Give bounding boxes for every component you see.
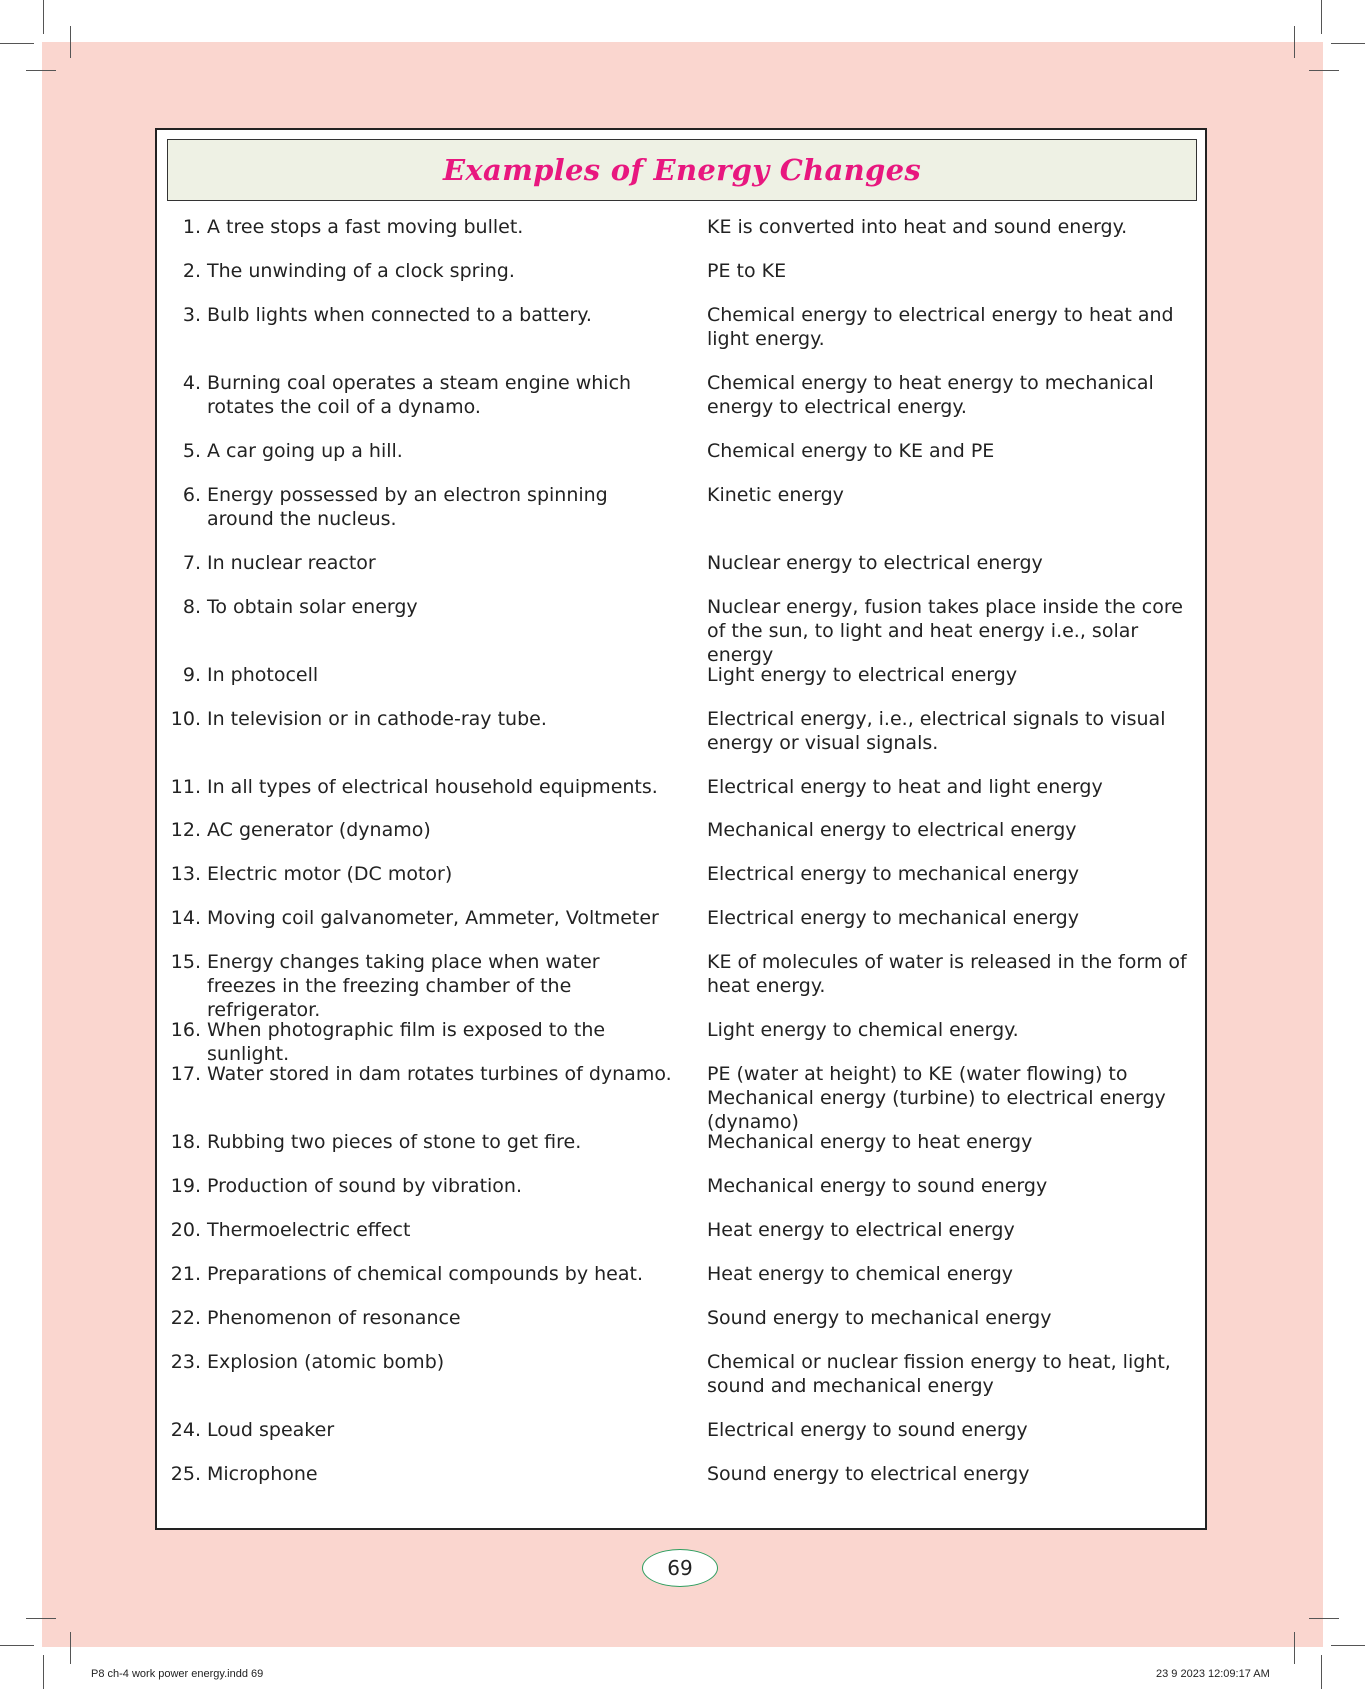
- item-situation: Moving coil galvanometer, Ammeter, Voltmeter: [207, 907, 659, 929]
- crop-mark: [1331, 1645, 1365, 1646]
- item-number: 17.: [170, 1063, 201, 1085]
- crop-mark: [43, 0, 44, 34]
- crop-mark: [1294, 1632, 1295, 1664]
- item-number: 14.: [170, 907, 201, 929]
- item-number: 19.: [170, 1175, 201, 1197]
- item-number: 1.: [182, 216, 201, 238]
- item-number: 21.: [170, 1263, 201, 1285]
- item-number: 20.: [170, 1219, 201, 1241]
- crop-mark: [70, 26, 71, 58]
- item-number: 4.: [182, 372, 201, 394]
- item-number: 7.: [182, 552, 201, 574]
- item-energy-change: KE is converted into heat and sound energy.: [707, 216, 1128, 238]
- item-situation: Phenomenon of resonance: [207, 1307, 461, 1329]
- item-situation: A car going up a hill.: [207, 440, 403, 462]
- item-energy-change: KE of molecules of water is released in the form of heat energy.: [707, 951, 1187, 997]
- item-energy-change: Heat energy to chemical energy: [707, 1263, 1014, 1285]
- crop-mark: [1321, 0, 1322, 34]
- item-number: 3.: [182, 304, 201, 326]
- item-energy-change: PE to KE: [707, 260, 787, 282]
- item-situation: Preparations of chemical compounds by heat.: [207, 1263, 643, 1285]
- item-situation: In all types of electrical household equipments.: [207, 776, 658, 798]
- page-number: 69: [667, 1556, 693, 1580]
- item-energy-change: Electrical energy, i.e., electrical signals to visual energy or visual signals.: [707, 708, 1166, 754]
- item-energy-change: Chemical or nuclear fission energy to heat, light, sound and mechanical energy: [707, 1351, 1171, 1397]
- item-number: 11.: [170, 776, 201, 798]
- item-number: 18.: [170, 1131, 201, 1153]
- item-situation: In nuclear reactor: [207, 552, 376, 574]
- item-energy-change: Light energy to chemical energy.: [707, 1019, 1019, 1041]
- item-energy-change: Chemical energy to heat energy to mechanical energy to electrical energy.: [707, 372, 1154, 418]
- item-number: 8.: [182, 596, 201, 618]
- item-energy-change: PE (water at height) to KE (water flowing) to Mechanical energy (turbine) to electrical energy (dynamo): [707, 1063, 1166, 1133]
- item-situation: Microphone: [207, 1463, 318, 1485]
- crop-mark: [43, 1655, 44, 1689]
- content-panel: [155, 128, 1207, 1530]
- item-situation: Loud speaker: [207, 1419, 335, 1441]
- item-situation: Rubbing two pieces of stone to get fire.: [207, 1131, 582, 1153]
- page-number-badge: [642, 1549, 718, 1587]
- crop-mark: [1309, 1618, 1339, 1619]
- item-situation: Energy changes taking place when water freezes in the freezing chamber of the refrigerator.: [207, 951, 600, 1021]
- item-number: 23.: [170, 1351, 201, 1373]
- item-energy-change: Electrical energy to heat and light energy: [707, 776, 1103, 798]
- crop-mark: [26, 1618, 56, 1619]
- item-energy-change: Light energy to electrical energy: [707, 664, 1018, 686]
- item-energy-change: Electrical energy to mechanical energy: [707, 907, 1079, 929]
- item-situation: Bulb lights when connected to a battery.: [207, 304, 592, 326]
- item-number: 2.: [182, 260, 201, 282]
- item-energy-change: Kinetic energy: [707, 484, 844, 506]
- item-energy-change: Chemical energy to electrical energy to heat and light energy.: [707, 304, 1174, 350]
- item-energy-change: Mechanical energy to electrical energy: [707, 819, 1077, 841]
- item-number: 13.: [170, 863, 201, 885]
- item-situation: Thermoelectric effect: [207, 1219, 411, 1241]
- item-energy-change: Mechanical energy to sound energy: [707, 1175, 1048, 1197]
- item-situation: In television or in cathode-ray tube.: [207, 708, 547, 730]
- footer-timestamp: 23 9 2023 12:09:17 AM: [1156, 1668, 1270, 1680]
- item-energy-change: Sound energy to electrical energy: [707, 1463, 1030, 1485]
- item-number: 25.: [170, 1463, 201, 1485]
- page-title: Examples of Energy Changes: [443, 153, 921, 187]
- crop-mark: [26, 70, 56, 71]
- item-number: 5.: [182, 440, 201, 462]
- crop-mark: [0, 1645, 34, 1646]
- crop-mark: [1331, 43, 1365, 44]
- item-number: 6.: [182, 484, 201, 506]
- item-situation: Explosion (atomic bomb): [207, 1351, 445, 1373]
- item-energy-change: Sound energy to mechanical energy: [707, 1307, 1052, 1329]
- item-situation: The unwinding of a clock spring.: [207, 260, 515, 282]
- item-number: 10.: [170, 708, 201, 730]
- item-energy-change: Chemical energy to KE and PE: [707, 440, 995, 462]
- item-situation: Electric motor (DC motor): [207, 863, 453, 885]
- footer-file-label: P8 ch-4 work power energy.indd 69: [91, 1668, 264, 1680]
- item-energy-change: Nuclear energy to electrical energy: [707, 552, 1043, 574]
- item-situation: AC generator (dynamo): [207, 819, 431, 841]
- crop-mark: [1294, 26, 1295, 58]
- item-energy-change: Electrical energy to mechanical energy: [707, 863, 1079, 885]
- item-number: 16.: [170, 1019, 201, 1041]
- item-situation: Water stored in dam rotates turbines of dynamo.: [207, 1063, 672, 1085]
- item-situation: A tree stops a fast moving bullet.: [207, 216, 524, 238]
- item-number: 24.: [170, 1419, 201, 1441]
- crop-mark: [1321, 1655, 1322, 1689]
- item-situation: Energy possessed by an electron spinning around the nucleus.: [207, 484, 608, 530]
- item-energy-change: Mechanical energy to heat energy: [707, 1131, 1033, 1153]
- item-energy-change: Electrical energy to sound energy: [707, 1419, 1028, 1441]
- item-energy-change: Nuclear energy, fusion takes place inside the core of the sun, to light and heat energy i.e., solar energy: [707, 596, 1183, 666]
- item-number: 9.: [182, 664, 201, 686]
- item-number: 15.: [170, 951, 201, 973]
- title-box: [167, 139, 1197, 201]
- item-situation: To obtain solar energy: [207, 596, 418, 618]
- item-energy-change: Heat energy to electrical energy: [707, 1219, 1015, 1241]
- item-situation: In photocell: [207, 664, 319, 686]
- item-situation: When photographic film is exposed to the sunlight.: [207, 1019, 606, 1065]
- item-situation: Burning coal operates a steam engine which rotates the coil of a dynamo.: [207, 372, 632, 418]
- item-situation: Production of sound by vibration.: [207, 1175, 523, 1197]
- crop-mark: [1309, 70, 1339, 71]
- crop-mark: [0, 43, 34, 44]
- item-number: 12.: [170, 819, 201, 841]
- crop-mark: [70, 1632, 71, 1664]
- item-number: 22.: [170, 1307, 201, 1329]
